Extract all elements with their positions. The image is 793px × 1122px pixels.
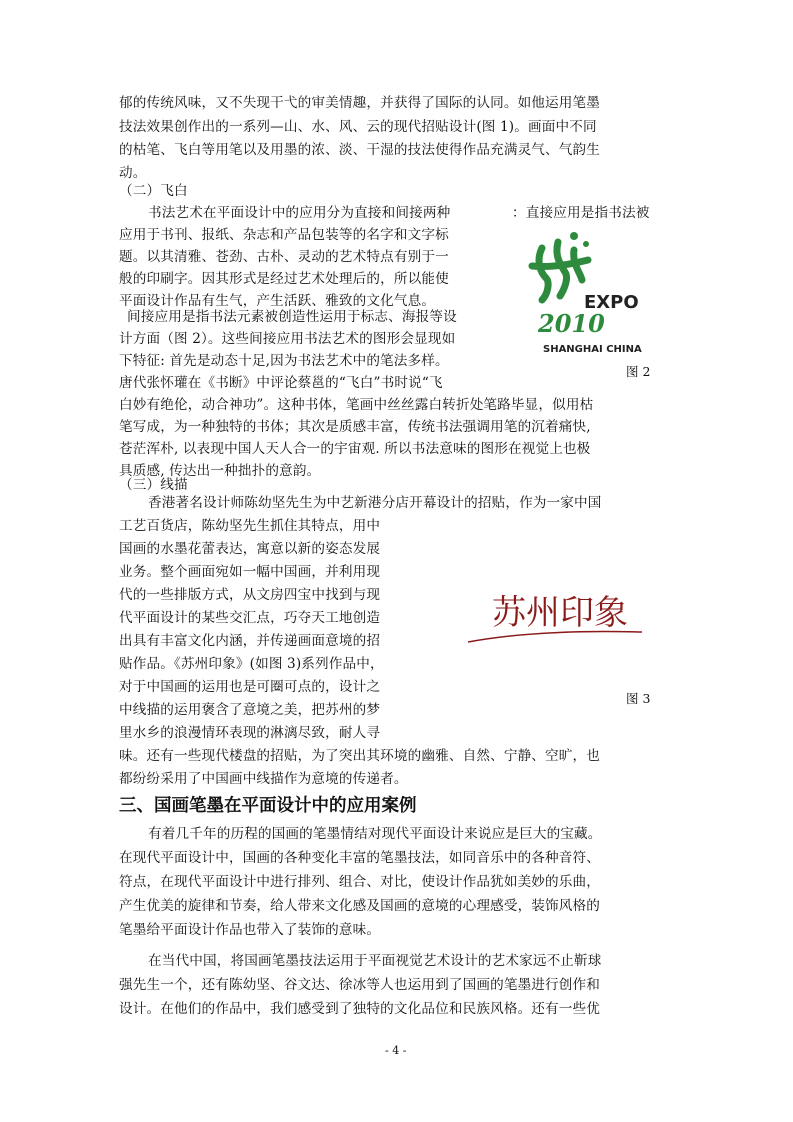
logo-expo-text: EXPO bbox=[584, 292, 639, 313]
figure-3-suzhou-logo bbox=[462, 572, 652, 656]
text-line: 设计。在他们的作品中，我们感受到了独特的文化品位和民族风格。还有一些优 bbox=[119, 1001, 601, 1017]
text-line: 苍茫浑朴, 以表现中国人天人合一的宇宙观. 所以书法意味的图形在视觉上也极 bbox=[119, 441, 591, 457]
page-number: - 4 - bbox=[385, 1044, 407, 1057]
text-line: 的枯笔、飞白等用笔以及用墨的浓、淡、干湿的技法使得作品充满灵气、气韵生 bbox=[119, 142, 601, 158]
text-line: 计方面（图 2）。这些间接应用书法艺术的图形会显现如 bbox=[119, 331, 456, 347]
text-line: 中线描的运用褒含了意境之美，把苏州的梦 bbox=[119, 702, 381, 718]
text-line: 笔墨给平面设计作品也带入了装饰的意味。 bbox=[119, 922, 381, 938]
text-line: 国画的水墨花蕾表达，寓意以新的姿态发展 bbox=[119, 541, 381, 557]
text-line: 郁的传统风味，又不失现干弋的审美情趣，并获得了国际的认同。如他运用笔墨 bbox=[119, 95, 601, 111]
text-line: 贴作品。《苏州印象》(如图 3)系列作品中， bbox=[119, 656, 384, 672]
text-line: 白妙有绝伦，动合神功”。这种书体，笔画中丝丝露白转折处笔路毕显，似用枯 bbox=[119, 397, 594, 413]
text-line: 有着几千年的历程的国画的笔墨情结对现代平面设计来说应是巨大的宝藏。 bbox=[148, 826, 602, 842]
subheading-xianmiao: （三）线描 bbox=[119, 477, 188, 493]
figure-3-caption: 图 3 bbox=[626, 691, 651, 706]
text-line: 般的印刷字。因其形式是经过艺术处理后的，所以能使 bbox=[119, 271, 449, 287]
text-line: 业务。整个画面宛如一幅中国画，并利用现 bbox=[119, 564, 381, 580]
figure-2-expo-logo bbox=[516, 220, 656, 354]
section-heading: 三、国画笔墨在平面设计中的应用案例 bbox=[119, 796, 417, 816]
expo-2010-logo-image bbox=[516, 220, 656, 354]
suzhou-impression-logo-image bbox=[462, 572, 652, 656]
text-line: 味。还有一些现代楼盘的招贴，为了突出其环境的幽雅、自然、宁静、空旷，也 bbox=[119, 748, 601, 764]
text-line: 平面设计作品有生气，产生活跃、雅致的文化气息。 bbox=[119, 293, 436, 309]
text-line: 香港著名设计师陈幼坚先生为中艺新港分店开幕设计的招贴，作为一家中国 bbox=[148, 495, 602, 511]
text-line: 代平面设计的某些交汇点，巧夺天工地创造 bbox=[119, 610, 381, 626]
logo-suzhou-text: 苏州印象 bbox=[492, 593, 628, 633]
logo-city-text: SHANGHAI CHINA bbox=[543, 344, 642, 354]
text-line: 强先生一个，还有陈幼坚、谷文达、徐冰等人也运用到了国画的笔墨进行创作和 bbox=[119, 977, 601, 993]
text-line: 对于中国画的运用也是可圈可点的，设计之 bbox=[119, 679, 381, 695]
text-line: 在现代平面设计中，国画的各种变化丰富的笔墨技法，如同音乐中的各种音符、 bbox=[119, 850, 601, 866]
text-line: 书法艺术在平面设计中的应用分为直接和间接两种 bbox=[148, 205, 451, 221]
subheading-feibai: （二）飞白 bbox=[119, 183, 188, 199]
text-line: 下特征: 首先是动态十足,因为书法艺术中的笔法多样。 bbox=[119, 353, 449, 369]
text-line: 技法效果创作出的一系列—山、水、风、云的现代招贴设计(图 1)。画面中不同 bbox=[119, 119, 597, 135]
text-line: 具质感, 传达出一种拙扑的意韵。 bbox=[119, 463, 321, 479]
text-line: ：直接应用是指书法被 bbox=[512, 205, 650, 221]
text-line: 笔写成，为一种独特的书体；其次是质感丰富，传统书法强调用笔的沉着痛快, bbox=[119, 419, 591, 435]
text-line: 符点，在现代平面设计中进行排列、组合、对比，使设计作品犹如美妙的乐曲， bbox=[119, 874, 601, 890]
text-line: 出具有丰富文化内涵，并传递画面意境的招 bbox=[119, 633, 381, 649]
text-line: 里水乡的浪漫情环表现的淋漓尽致，耐人寻 bbox=[119, 725, 381, 741]
logo-year-text: 2010 bbox=[538, 309, 605, 338]
text-line: 产生优美的旋律和节奏，给人带来文化感及国画的意境的心理感受，装饰风格的 bbox=[119, 898, 601, 914]
text-line: 动。 bbox=[119, 165, 147, 181]
figure-2-caption: 图 2 bbox=[626, 364, 651, 379]
text-line: 代的一些排版方式，从文房四宝中找到与现 bbox=[119, 587, 381, 603]
text-line: 在当代中国，将国画笔墨技法运用于平面视觉艺术设计的艺术家远不止靳球 bbox=[148, 953, 602, 969]
text-line: 应用于书刊、报纸、杂志和产品包装等的名字和文字标 bbox=[119, 227, 449, 243]
text-line: 间接应用是指书法元素被创造性运用于标志、海报等设 bbox=[127, 309, 457, 325]
text-line: 工艺百货店，陈幼坚先生抓住其特点，用中 bbox=[119, 518, 381, 534]
text-line: 题。以其清雅、苍劲、古朴、灵动的艺术特点有别于一 bbox=[119, 249, 449, 265]
text-line: 都纷纷采用了中国画中线描作为意境的传递者。 bbox=[119, 771, 408, 787]
text-line: 唐代张怀瓘在《书断》中评论蔡邕的“飞白”书时说“飞 bbox=[119, 375, 443, 391]
